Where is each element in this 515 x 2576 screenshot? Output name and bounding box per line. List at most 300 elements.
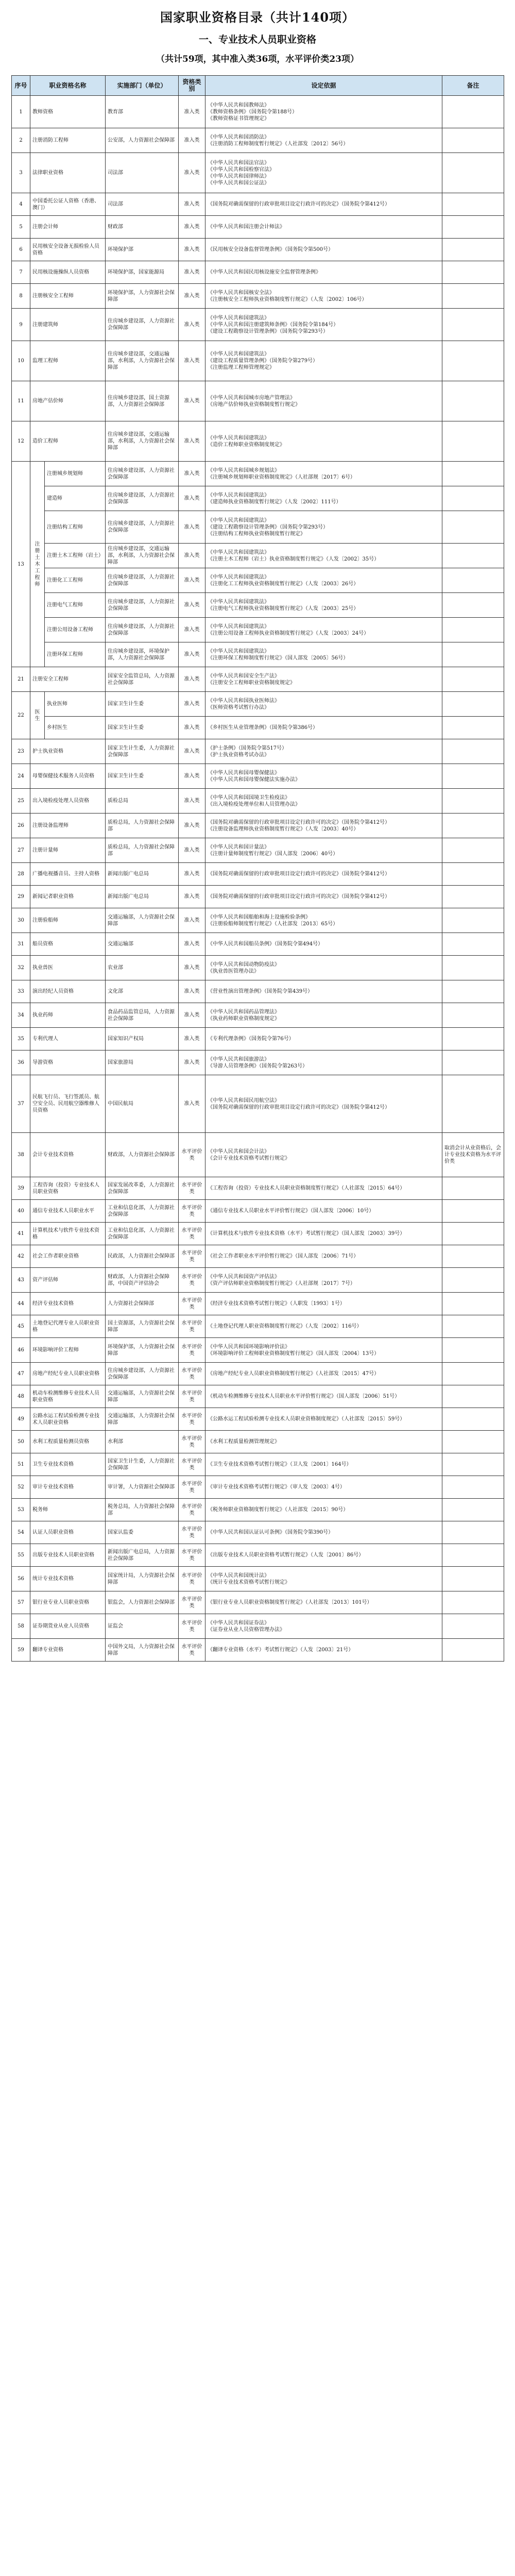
row-category: 准入类 — [179, 956, 205, 980]
row-department: 新闻出版广电总局 — [106, 863, 179, 886]
table-row — [12, 1315, 504, 1338]
row-qualification-name: 注册土木工程师（岩土） — [45, 544, 106, 568]
table-row — [12, 309, 504, 341]
row-note — [442, 1591, 504, 1614]
row-number: 43 — [12, 1268, 30, 1293]
document-title: 国家职业资格目录（共计140项） — [160, 10, 355, 25]
row-qualification-name: 出版专业技术人员职业资格 — [30, 1544, 106, 1567]
row-department: 国土资源部，人力资源社会保障部 — [106, 1315, 179, 1338]
row-department: 教育部 — [106, 96, 179, 128]
table-row — [12, 193, 504, 216]
row-category: 准入类 — [179, 239, 205, 261]
row-category: 水平评价类 — [179, 1567, 205, 1591]
row-category: 准入类 — [179, 261, 205, 284]
row-note — [442, 462, 504, 486]
row-legal-basis: 《中华人民共和国认证认可条例》（国务院令第390号） — [205, 1521, 442, 1544]
row-note — [442, 309, 504, 341]
row-number: 48 — [12, 1385, 30, 1408]
row-number: 31 — [12, 933, 30, 956]
row-number: 32 — [12, 956, 30, 980]
row-category: 水平评价类 — [179, 1338, 205, 1363]
row-number: 13 — [12, 462, 30, 667]
row-category: 准入类 — [179, 486, 205, 511]
row-department: 环境保护部 — [106, 239, 179, 261]
row-number: 46 — [12, 1338, 30, 1363]
row-department: 中国外文局，人力资源社会保障部 — [106, 1639, 179, 1662]
row-number: 6 — [12, 239, 30, 261]
table-row — [12, 717, 504, 739]
table-row — [12, 486, 504, 511]
row-department: 住房城乡建设部，人力资源社会保障部 — [106, 462, 179, 486]
section-summary: （共计59项，其中准入类36项，水平评价类23项） — [156, 54, 359, 64]
table-row — [12, 1245, 504, 1268]
row-category: 准入类 — [179, 717, 205, 739]
table-row — [12, 1268, 504, 1293]
row-qualification-name: 法律职业资格 — [30, 153, 106, 193]
row-legal-basis: 《中华人民共和国法官法》 《中华人民共和国检察官法》 《中华人民共和国律师法》 《中华人民共和国公证法》 — [205, 153, 442, 193]
row-note — [442, 421, 504, 462]
row-legal-basis: 《中华人民共和国船员条例》（国务院令第494号） — [205, 933, 442, 956]
row-note — [442, 886, 504, 908]
table-row — [12, 739, 504, 764]
row-category: 准入类 — [179, 618, 205, 642]
row-legal-basis: 《民用核安全设备监督管理条例》（国务院令第500号） — [205, 239, 442, 261]
row-qualification-name: 新闻记者职业资格 — [30, 886, 106, 908]
row-note — [442, 863, 504, 886]
row-department: 质检总局，人力资源社会保障部 — [106, 838, 179, 863]
row-legal-basis: 《中华人民共和国民用核设施安全监督管理条例》 — [205, 261, 442, 284]
table-row — [12, 593, 504, 618]
row-legal-basis: 《中华人民共和国建筑法》 《建设工程质量管理条例》（国务院令第279号） 《注册监理工程师管理规定》 — [205, 341, 442, 381]
row-legal-basis: 《中华人民共和国建筑法》 《注册土木工程师（岩土）执业资格制度暂行规定》（人发〔2002〕35号） — [205, 544, 442, 568]
row-qualification-name: 工程咨询（投资）专业技术人员职业资格 — [30, 1177, 106, 1200]
row-category: 水平评价类 — [179, 1223, 205, 1245]
row-note — [442, 618, 504, 642]
row-qualification-name: 土地登记代理专业人员职业资格 — [30, 1315, 106, 1338]
row-legal-basis: 《中华人民共和国教师法》 《教师资格条例》（国务院令第188号） 《教师资格证书管理规定》 — [205, 96, 442, 128]
row-legal-basis: 《银行业专业人员职业资格制度暂行规定》（人社部发〔2013〕101号） — [205, 1591, 442, 1614]
row-department: 工业和信息化部，人力资源社会保障部 — [106, 1223, 179, 1245]
row-department: 公安部，人力资源社会保障部 — [106, 128, 179, 153]
row-number: 57 — [12, 1591, 30, 1614]
row-note — [442, 1293, 504, 1315]
row-department: 税务总局，人力资源社会保障部 — [106, 1499, 179, 1521]
row-category: 准入类 — [179, 128, 205, 153]
row-legal-basis: 《中华人民共和国计量法》 《注册计量师制度暂行规定》（国人部发〔2006〕40号） — [205, 838, 442, 863]
row-qualification-name: 注册设备监理师 — [30, 814, 106, 838]
row-qualification-name: 注册计量师 — [30, 838, 106, 863]
row-department: 国家卫生计生委，人力资源社会保障部 — [106, 739, 179, 764]
table-row — [12, 216, 504, 239]
row-note — [442, 153, 504, 193]
row-qualification-name: 监理工程师 — [30, 341, 106, 381]
row-department: 国家卫生计生委，人力资源社会保障部 — [106, 1453, 179, 1476]
row-note — [442, 1499, 504, 1521]
table-row — [12, 421, 504, 462]
row-category: 准入类 — [179, 462, 205, 486]
row-number: 25 — [12, 789, 30, 814]
row-number: 56 — [12, 1567, 30, 1591]
row-note — [442, 1639, 504, 1662]
row-category: 水平评价类 — [179, 1363, 205, 1385]
row-note — [442, 1431, 504, 1453]
row-category: 水平评价类 — [179, 1544, 205, 1567]
row-note: 取消会计从业资格后，会计专业技术资格为水平评价类 — [442, 1133, 504, 1177]
row-note — [442, 717, 504, 739]
table-row — [12, 1591, 504, 1614]
row-number: 33 — [12, 980, 30, 1003]
table-row — [12, 1223, 504, 1245]
table-row — [12, 1431, 504, 1453]
table-row — [12, 1521, 504, 1544]
row-qualification-name: 注册电气工程师 — [45, 593, 106, 618]
row-department: 司法部 — [106, 153, 179, 193]
row-number: 58 — [12, 1614, 30, 1639]
row-category: 准入类 — [179, 511, 205, 544]
row-category: 准入类 — [179, 1050, 205, 1075]
row-note — [442, 1003, 504, 1028]
row-note — [442, 1338, 504, 1363]
row-legal-basis: 《乡村医生从业管理条例》（国务院令第386号） — [205, 717, 442, 739]
row-note — [442, 381, 504, 421]
row-department: 住房城乡建设部，国土资源部，人力资源社会保障部 — [106, 381, 179, 421]
row-qualification-name: 民用核设施操纵人员资格 — [30, 261, 106, 284]
row-legal-basis: 《中华人民共和国动物防疫法》 《执业兽医管理办法》 — [205, 956, 442, 980]
table-header-row — [12, 76, 504, 96]
row-department: 国家卫生计生委 — [106, 692, 179, 717]
row-department: 食品药品监管总局，人力资源社会保障部 — [106, 1003, 179, 1028]
table-row — [12, 1200, 504, 1223]
row-category: 准入类 — [179, 863, 205, 886]
row-department: 民政部，人力资源社会保障部 — [106, 1245, 179, 1268]
row-group-label: 注册土木工程师 — [30, 462, 45, 667]
table-row — [12, 568, 504, 593]
row-note — [442, 486, 504, 511]
table-row — [12, 1050, 504, 1075]
row-note — [442, 642, 504, 667]
table-row — [12, 692, 504, 717]
row-department: 工业和信息化部，人力资源社会保障部 — [106, 1200, 179, 1223]
row-qualification-name: 资产评估师 — [30, 1268, 106, 1293]
row-category: 水平评价类 — [179, 1408, 205, 1431]
row-note — [442, 739, 504, 764]
header-note: 备注 — [442, 76, 504, 96]
row-note — [442, 1315, 504, 1338]
row-note — [442, 128, 504, 153]
row-qualification-name: 造价工程师 — [30, 421, 106, 462]
row-category: 准入类 — [179, 341, 205, 381]
row-department: 国家卫生计生委 — [106, 717, 179, 739]
row-category: 水平评价类 — [179, 1476, 205, 1499]
row-legal-basis: 《中华人民共和国注册会计师法》 — [205, 216, 442, 239]
row-number: 44 — [12, 1293, 30, 1315]
row-legal-basis: 《中华人民共和国执业医师法》 《医师资格考试暂行办法》 — [205, 692, 442, 717]
row-category: 水平评价类 — [179, 1293, 205, 1315]
section-title: 一、专业技术人员职业资格 — [198, 34, 316, 45]
row-category: 准入类 — [179, 980, 205, 1003]
row-qualification-name: 税务师 — [30, 1499, 106, 1521]
row-note — [442, 1544, 504, 1567]
table-row — [12, 789, 504, 814]
row-note — [442, 838, 504, 863]
row-note — [442, 511, 504, 544]
table-row — [12, 1293, 504, 1315]
row-category: 水平评价类 — [179, 1385, 205, 1408]
row-category: 水平评价类 — [179, 1499, 205, 1521]
row-note — [442, 692, 504, 717]
row-qualification-name: 注册环保工程师 — [45, 642, 106, 667]
row-legal-basis: 《审计专业技术资格考试暂行规定》（审人发〔2003〕4号） — [205, 1476, 442, 1499]
row-department: 国家发展改革委，人力资源社会保障部 — [106, 1177, 179, 1200]
row-legal-basis: 《国务院对确需保留的行政审批项目设定行政许可的决定》（国务院令第412号） — [205, 193, 442, 216]
row-number: 38 — [12, 1133, 30, 1177]
row-qualification-name: 导游资格 — [30, 1050, 106, 1075]
row-legal-basis: 《社会工作者职业水平评价暂行规定》（国人部发〔2006〕71号） — [205, 1245, 442, 1268]
row-qualification-name: 证券期货业从业人员资格 — [30, 1614, 106, 1639]
row-qualification-name: 中国委托公证人资格（香港、澳门） — [30, 193, 106, 216]
table-row — [12, 642, 504, 667]
row-category: 准入类 — [179, 692, 205, 717]
table-row — [12, 1338, 504, 1363]
row-number: 24 — [12, 764, 30, 789]
row-category: 准入类 — [179, 886, 205, 908]
row-qualification-name: 注册建筑师 — [30, 309, 106, 341]
row-qualification-name: 护士执业资格 — [30, 739, 106, 764]
row-note — [442, 1050, 504, 1075]
row-number: 22 — [12, 692, 30, 739]
row-number: 21 — [12, 667, 30, 692]
row-qualification-name: 注册公用设备工程师 — [45, 618, 106, 642]
row-number: 40 — [12, 1200, 30, 1223]
row-number: 39 — [12, 1177, 30, 1200]
row-note — [442, 341, 504, 381]
header-type: 资格类别 — [179, 76, 205, 96]
row-department: 住房城乡建设部，人力资源社会保障部 — [106, 618, 179, 642]
row-number: 23 — [12, 739, 30, 764]
row-number: 12 — [12, 421, 30, 462]
row-department: 环境保护部，人力资源社会保障部 — [106, 1338, 179, 1363]
table-body — [12, 96, 504, 1662]
row-qualification-name: 银行业专业人员职业资格 — [30, 1591, 106, 1614]
row-category: 准入类 — [179, 642, 205, 667]
row-qualification-name: 广播电视播音员、主持人资格 — [30, 863, 106, 886]
table-row — [12, 544, 504, 568]
row-category: 水平评价类 — [179, 1453, 205, 1476]
table-row — [12, 153, 504, 193]
table-row — [12, 1028, 504, 1050]
row-number: 54 — [12, 1521, 30, 1544]
row-number: 2 — [12, 128, 30, 153]
row-qualification-name: 水利工程质量检测员资格 — [30, 1431, 106, 1453]
row-department: 环境保护部，国家能源局 — [106, 261, 179, 284]
row-number: 47 — [12, 1363, 30, 1385]
row-number: 59 — [12, 1639, 30, 1662]
row-department: 国家统计局，人力资源社会保障部 — [106, 1567, 179, 1591]
row-legal-basis: 《护士条例》（国务院令第517号） 《护士执业资格考试办法》 — [205, 739, 442, 764]
row-category: 准入类 — [179, 193, 205, 216]
row-legal-basis: 《中华人民共和国建筑法》 《注册化工工程师执业资格制度暂行规定》（人发〔2003〕26号） — [205, 568, 442, 593]
table-row — [12, 1544, 504, 1567]
row-department: 环境保护部，人力资源社会保障部 — [106, 284, 179, 309]
row-category: 准入类 — [179, 838, 205, 863]
row-qualification-name: 教师资格 — [30, 96, 106, 128]
row-department: 住房城乡建设部，人力资源社会保障部 — [106, 486, 179, 511]
table-row — [12, 261, 504, 284]
table-row — [12, 462, 504, 486]
row-department: 质检总局，人力资源社会保障部 — [106, 814, 179, 838]
row-department: 中国民航局 — [106, 1075, 179, 1133]
row-number: 45 — [12, 1315, 30, 1338]
row-category: 准入类 — [179, 153, 205, 193]
row-legal-basis: 《卫生专业技术资格考试暂行规定》（卫人发〔2001〕164号） — [205, 1453, 442, 1476]
row-department: 文化部 — [106, 980, 179, 1003]
row-legal-basis: 《中华人民共和国母婴保健法》 《中华人民共和国母婴保健法实施办法》 — [205, 764, 442, 789]
row-department: 住房城乡建设部，人力资源社会保障部 — [106, 511, 179, 544]
row-category: 准入类 — [179, 1075, 205, 1133]
row-number: 36 — [12, 1050, 30, 1075]
row-legal-basis: 《土地登记代理人职业资格制度暂行规定》（人发〔2002〕116号） — [205, 1315, 442, 1338]
row-number: 29 — [12, 886, 30, 908]
row-department: 住房城乡建设部，人力资源社会保障部 — [106, 1363, 179, 1385]
row-number: 8 — [12, 284, 30, 309]
row-qualification-name: 房地产经纪专业人员职业资格 — [30, 1363, 106, 1385]
row-legal-basis: 《中华人民共和国消防法》 《注册消防工程师制度暂行规定》（人社部发〔2012〕56号） — [205, 128, 442, 153]
row-number: 11 — [12, 381, 30, 421]
row-qualification-name: 翻译专业资格 — [30, 1639, 106, 1662]
row-note — [442, 1268, 504, 1293]
row-note — [442, 1385, 504, 1408]
row-qualification-name: 注册会计师 — [30, 216, 106, 239]
header-dept: 实施部门（单位） — [106, 76, 179, 96]
row-note — [442, 956, 504, 980]
row-qualification-name: 计算机技术与软件专业技术资格 — [30, 1223, 106, 1245]
row-note — [442, 193, 504, 216]
row-category: 水平评价类 — [179, 1614, 205, 1639]
row-note — [442, 1075, 504, 1133]
row-note — [442, 1476, 504, 1499]
row-note — [442, 908, 504, 933]
row-group-label: 医生 — [30, 692, 45, 739]
row-category: 准入类 — [179, 1028, 205, 1050]
row-note — [442, 544, 504, 568]
row-department: 新闻出版广电总局，人力资源社会保障部 — [106, 1544, 179, 1567]
row-legal-basis: 《中华人民共和国资产评估法》 《资产评估师职业资格制度暂行规定》（人社部规〔2017〕7号） — [205, 1268, 442, 1293]
row-qualification-name: 注册消防工程师 — [30, 128, 106, 153]
qualification-table — [11, 75, 504, 1662]
row-number: 4 — [12, 193, 30, 216]
row-number: 34 — [12, 1003, 30, 1028]
table-row — [12, 284, 504, 309]
row-department: 国家知识产权局 — [106, 1028, 179, 1050]
row-legal-basis: 《中华人民共和国建筑法》 《中华人民共和国注册建筑师条例》（国务院令第184号） 《建设工程勘察设计管理条例》（国务院令第293号） — [205, 309, 442, 341]
row-legal-basis: 《中华人民共和国国境卫生检疫法》 《出入境检疫处理单位和人员管理办法》 — [205, 789, 442, 814]
row-category: 水平评价类 — [179, 1177, 205, 1200]
row-legal-basis: 《中华人民共和国建筑法》 《注册公用设备工程师执业资格制度暂行规定》（人发〔2003〕24号） — [205, 618, 442, 642]
row-qualification-name: 通信专业技术人员职业水平 — [30, 1200, 106, 1223]
row-category: 水平评价类 — [179, 1431, 205, 1453]
row-department: 水利部 — [106, 1431, 179, 1453]
row-department: 质检总局 — [106, 789, 179, 814]
row-legal-basis: 《计算机技术与软件专业技术资格（水平）考试暂行规定》（国人部发〔2003〕39号） — [205, 1223, 442, 1245]
row-legal-basis: 《水利工程质量检测管理规定》 — [205, 1431, 442, 1453]
row-category: 水平评价类 — [179, 1591, 205, 1614]
row-note — [442, 667, 504, 692]
row-legal-basis: 《中华人民共和国安全生产法》 《注册安全工程师职业资格制度规定》 — [205, 667, 442, 692]
row-qualification-name: 民用核安全设备无损检验人员资格 — [30, 239, 106, 261]
row-note — [442, 1521, 504, 1544]
row-category: 准入类 — [179, 309, 205, 341]
table-row — [12, 908, 504, 933]
row-category: 准入类 — [179, 764, 205, 789]
row-department: 国家旅游局 — [106, 1050, 179, 1075]
table-row — [12, 838, 504, 863]
row-legal-basis: 《中华人民共和国统计法》 《统计专业技术资格考试暂行规定》 — [205, 1567, 442, 1591]
row-category: 准入类 — [179, 284, 205, 309]
table-row — [12, 1385, 504, 1408]
row-qualification-name: 环境影响评价工程师 — [30, 1338, 106, 1363]
row-number: 35 — [12, 1028, 30, 1050]
table-row — [12, 128, 504, 153]
row-qualification-name: 出入境检疫处理人员资格 — [30, 789, 106, 814]
row-note — [442, 261, 504, 284]
row-category: 准入类 — [179, 96, 205, 128]
row-qualification-name: 执业兽医 — [30, 956, 106, 980]
table-row — [12, 96, 504, 128]
row-legal-basis: 《房地产经纪专业人员职业资格制度暂行规定》（人社部发〔2015〕47号） — [205, 1363, 442, 1385]
row-legal-basis: 《中华人民共和国旅游法》 《导游人员管理条例》（国务院令第263号） — [205, 1050, 442, 1075]
row-note — [442, 1223, 504, 1245]
row-note — [442, 1200, 504, 1223]
row-department: 国家认监委 — [106, 1521, 179, 1544]
table-row — [12, 1453, 504, 1476]
row-number: 28 — [12, 863, 30, 886]
table-row — [12, 1003, 504, 1028]
table-row — [12, 511, 504, 544]
row-qualification-name: 注册城乡规划师 — [45, 462, 106, 486]
row-number: 53 — [12, 1499, 30, 1521]
row-number: 50 — [12, 1431, 30, 1453]
row-number: 42 — [12, 1245, 30, 1268]
row-legal-basis: 《中华人民共和国建筑法》 《建造师执业资格制度暂行规定》（人发〔2002〕111号） — [205, 486, 442, 511]
row-category: 准入类 — [179, 544, 205, 568]
row-qualification-name: 会计专业技术资格 — [30, 1133, 106, 1177]
row-category: 水平评价类 — [179, 1315, 205, 1338]
row-category: 准入类 — [179, 421, 205, 462]
row-number: 7 — [12, 261, 30, 284]
row-legal-basis: 《国务院对确需保留的行政审批项目设定行政许可的决定》（国务院令第412号） — [205, 863, 442, 886]
row-department: 农业部 — [106, 956, 179, 980]
row-category: 准入类 — [179, 381, 205, 421]
row-number: 55 — [12, 1544, 30, 1567]
row-legal-basis: 《出版专业技术人员职业资格考试暂行规定》（人发〔2001〕86号） — [205, 1544, 442, 1567]
table-row — [12, 1567, 504, 1591]
row-department: 交通运输部，人力资源社会保障部 — [106, 1385, 179, 1408]
row-legal-basis: 《中华人民共和国船舶和海上设施检验条例》 《注册验船师制度暂行规定》（人社部发〔2013〕65号） — [205, 908, 442, 933]
row-qualification-name: 统计专业技术资格 — [30, 1567, 106, 1591]
row-qualification-name: 船员资格 — [30, 933, 106, 956]
row-department: 财政部，人力资源社会保障部，中国资产评估协会 — [106, 1268, 179, 1293]
row-legal-basis: 《中华人民共和国核安全法》 《注册核安全工程师执业资格制度暂行规定》（人发〔2002〕106号） — [205, 284, 442, 309]
row-qualification-name: 注册化工工程师 — [45, 568, 106, 593]
row-qualification-name: 注册验船师 — [30, 908, 106, 933]
row-legal-basis: 《中华人民共和国建筑法》 《注册电气工程师执业资格制度暂行规定》（人发〔2003〕25号） — [205, 593, 442, 618]
table-row — [12, 933, 504, 956]
row-qualification-name: 公路水运工程试验检测专业技术人员职业资格 — [30, 1408, 106, 1431]
row-category: 准入类 — [179, 739, 205, 764]
row-legal-basis: 《经济专业技术资格考试暂行规定》（人职发〔1993〕1号） — [205, 1293, 442, 1315]
row-legal-basis: 《中华人民共和国药品管理法》 《执业药师职业资格制度规定》 — [205, 1003, 442, 1028]
row-note — [442, 1245, 504, 1268]
